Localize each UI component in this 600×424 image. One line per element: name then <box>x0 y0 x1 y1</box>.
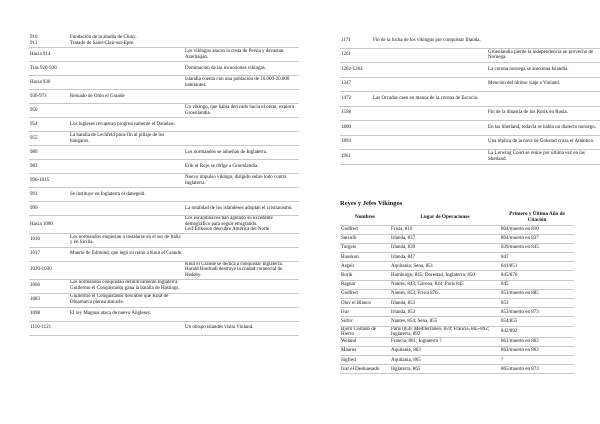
year-cell: 1347 <box>340 77 372 92</box>
king-dates-cell: 853/muerto en 885 <box>500 289 574 298</box>
event-cell-vikings: La corona noruega se anexiona Islandia. <box>487 63 600 78</box>
king-place-cell: Nantes, 854; Sena, 855 <box>390 317 500 326</box>
table-row <box>29 188 299 202</box>
king-name-cell: Ivar <box>340 308 390 317</box>
table-row <box>29 202 299 216</box>
king-name-cell: Ragnar <box>340 280 390 289</box>
table-row <box>340 346 574 355</box>
event-cell-europe: Las Orcadas caen en manos de la corona de Escocia. <box>372 92 487 107</box>
event-cell-europe <box>69 321 184 335</box>
event-cell-vikings: Los normandos se adueñan de Inglaterra. <box>184 146 299 160</box>
kings-section-title: Reyes y Jefes Vikingos <box>340 199 403 207</box>
table-row <box>340 77 600 92</box>
year-cell: 983 <box>29 160 69 174</box>
event-cell-vikings <box>184 247 299 261</box>
king-name-cell: Olav el Blanco <box>340 299 390 308</box>
king-dates-cell: 845/876 <box>500 271 574 280</box>
table-row <box>340 48 600 63</box>
king-dates-cell: 845 <box>500 280 574 289</box>
event-cell-europe <box>372 135 487 150</box>
year-cell: Hacia 930 <box>29 76 69 90</box>
table-row <box>340 225 574 234</box>
table-row <box>340 234 574 243</box>
table-row <box>29 307 299 321</box>
year-cell: Hacia 914 <box>29 48 69 62</box>
king-dates-cell: 865/muerto en 873 <box>500 365 574 374</box>
king-place-cell: Francia, 861; Inglaterra ? <box>390 337 500 346</box>
year-cell: 1110-1121 <box>29 321 69 335</box>
king-name-cell: Asgeir <box>340 262 390 271</box>
table-row <box>29 62 299 76</box>
year-cell: 936-973 <box>29 90 69 104</box>
event-cell-europe <box>69 160 184 174</box>
event-cell-vikings <box>184 293 299 307</box>
event-cell-vikings: Una réplica de la nave de Gokstad cruza el Atlántico. <box>487 135 600 150</box>
king-dates-cell: 863/muerto en 863 <box>500 346 574 355</box>
table-row <box>29 34 299 48</box>
year-cell: 1961 <box>340 150 372 165</box>
table-row <box>340 308 574 317</box>
event-cell-vikings: Fin de la dinastía de los Rurik en Rusia. <box>487 106 600 121</box>
table-row <box>29 146 299 160</box>
table-row <box>29 76 299 90</box>
table-row <box>340 271 574 280</box>
table-row <box>29 233 299 247</box>
event-cell-vikings <box>184 233 299 247</box>
event-cell-europe: Se instituye en Inglaterra el danegeld. <box>69 188 184 202</box>
kings-table <box>340 211 574 375</box>
table-row <box>340 280 574 289</box>
event-cell-europe: Fundación de la abadía de Cluny. Tratado de Saint-Clair-sur-Epte. <box>69 34 184 48</box>
event-cell-europe: Fin de la lucha de los vikingos por conquistar Irlanda. <box>372 34 487 48</box>
event-cell-vikings <box>184 90 299 104</box>
king-name-cell: Rorik <box>340 271 390 280</box>
table-row <box>340 150 600 165</box>
king-dates-cell: 842/892 <box>500 326 574 337</box>
event-cell-europe <box>69 146 184 160</box>
event-cell-vikings <box>184 118 299 132</box>
event-cell-vikings: Erik el Rojo se dirige a Groenlandia. <box>184 160 299 174</box>
event-cell-europe <box>372 106 487 121</box>
king-place-cell: Irlanda, 839 <box>390 243 500 252</box>
table-row <box>29 48 299 62</box>
king-dates-cell: 847 <box>500 253 574 262</box>
event-cell-vikings: La totalidad de los islandeses adoptan el cristianismo. <box>184 202 299 216</box>
table-row <box>340 121 600 136</box>
table-row <box>340 34 600 48</box>
table-row <box>340 355 574 364</box>
king-name-cell: Godfred <box>340 289 390 298</box>
table-row <box>29 174 299 188</box>
event-cell-vikings: Un obispo islandés visita Vinland. <box>184 321 299 335</box>
king-dates-cell: ? <box>500 355 574 364</box>
event-cell-europe: Guillermo el Conquistador descubre que Knut de Dinamarca piensa atacarle. <box>69 293 184 307</box>
year-cell: 1261 <box>340 48 372 63</box>
kings-header-dates: Primero y Último Año de Citación <box>500 211 574 226</box>
king-dates-cell: 861/muerto en 863 <box>500 337 574 346</box>
king-place-cell: Nantes, 843; Garona, 844; París 845 <box>390 280 500 289</box>
event-cell-europe <box>372 48 487 63</box>
table-row <box>29 118 299 132</box>
king-dates-cell: 804/muerto en 837 <box>500 234 574 243</box>
year-cell: 950 <box>29 104 69 118</box>
table-row <box>29 279 299 293</box>
table-row <box>29 261 299 279</box>
king-dates-cell: 804/muerto en 810 <box>500 225 574 234</box>
year-cell: 991 <box>29 188 69 202</box>
year-cell: 990-1015 <box>29 174 69 188</box>
year-cell: 1017 <box>29 247 69 261</box>
kings-header-name: Nombres <box>340 211 390 226</box>
table-row <box>340 253 574 262</box>
event-cell-vikings: Knut el Grande se dedica a conquistar Inglaterra. Harald Hardradi destruye la ciudad comercial de Hedeby. <box>184 261 299 279</box>
year-cell: 1598 <box>340 106 372 121</box>
table-row <box>29 160 299 174</box>
king-name-cell: Ivar el Deshuesado <box>340 365 390 374</box>
event-cell-europe: Los normandos empiezan a instalarse en el sur de Italia y en Sicilia. <box>69 233 184 247</box>
table-row <box>340 63 600 78</box>
event-cell-vikings: Islandia cuenta con una población de 16.000-20.000 habitantes. <box>184 76 299 90</box>
king-dates-cell: 854/855 <box>500 317 574 326</box>
event-cell-europe: El rey Magnus ataca de nuevo Anglesey. <box>69 307 184 321</box>
king-name-cell: Hauskon <box>340 253 390 262</box>
table-row <box>29 293 299 307</box>
king-place-cell: Frisia, 810 <box>390 225 500 234</box>
event-cell-europe <box>69 76 184 90</box>
table-row <box>340 106 600 121</box>
king-name-cell: Björn Costado de Hierro <box>340 326 390 337</box>
event-cell-vikings: La Lerwing Court se reúne por última vez en las Shetland. <box>487 150 600 165</box>
table-row <box>340 326 574 337</box>
king-place-cell: Inglaterra, 865 <box>390 365 500 374</box>
event-cell-europe <box>372 77 487 92</box>
event-cell-vikings <box>184 188 299 202</box>
event-cell-europe: La batalla de Lechfeld pone fin al pillaje de los húngaros. <box>69 132 184 146</box>
table-row <box>29 216 299 234</box>
king-name-cell: Turgeis <box>340 243 390 252</box>
event-cell-europe: Los normandos conquistan definitivamente Inglaterra. Guillermo el Conquistador gana la batalla de Hastings. <box>69 279 184 293</box>
king-name-cell: Sigfred <box>340 355 390 364</box>
year-cell: 1262-1264 <box>340 63 372 78</box>
table-row <box>29 132 299 146</box>
timeline-table-right <box>340 34 600 165</box>
table-row <box>340 289 574 298</box>
year-cell: 1098 <box>29 307 69 321</box>
event-cell-vikings: Los escandinavos han agotado su excedente demográfico para seguir emigrando. Leif Eriksson descubre América del Norte. <box>184 216 299 234</box>
table-row <box>340 92 600 107</box>
year-cell: Hacia 1000 <box>29 216 69 234</box>
table-row <box>29 247 299 261</box>
event-cell-europe: Muerte de Edmund, que legó su reino a Knut el Grande. <box>69 247 184 261</box>
event-cell-europe <box>69 216 184 234</box>
king-place-cell: Aquitania; Sena, 851 <box>390 262 500 271</box>
event-cell-vikings: Nuevo impulso vikingo, dirigido sobre todo contra Inglaterra. <box>184 174 299 188</box>
event-cell-vikings <box>184 132 299 146</box>
event-cell-vikings: Un vikingo, que había derivado hacia el oeste, explora Groenlandia. <box>184 104 299 118</box>
year-cell: 1171 <box>340 34 372 48</box>
king-name-cell: Godfred <box>340 225 390 234</box>
event-cell-vikings <box>487 34 600 48</box>
table-row <box>340 262 574 271</box>
king-place-cell: Hamburgo, 845; Dorestad, Inglaterra, 850 <box>390 271 500 280</box>
king-dates-cell: 841/851 <box>500 262 574 271</box>
event-cell-vikings: Groenlandia pierde la independencia en provecho de Noruega. <box>487 48 600 63</box>
king-dates-cell: 853/muerto en 873 <box>500 308 574 317</box>
table-row <box>29 321 299 335</box>
king-place-cell: Irlanda, 853 <box>390 299 500 308</box>
king-dates-cell: 839/muerto en 845 <box>500 243 574 252</box>
year-cell: 1800 <box>340 121 372 136</box>
event-cell-europe <box>69 174 184 188</box>
event-cell-europe: Los ingleses recuperan progresivamente el Danelaw. <box>69 118 184 132</box>
king-place-cell: Nantes, 853; Frisia 876 <box>390 289 500 298</box>
event-cell-vikings: Los vikingos atacan la costa de Persia y devastan Azerbaiján. <box>184 48 299 62</box>
king-name-cell: Maurus <box>340 346 390 355</box>
timeline-right-column <box>340 34 597 374</box>
event-cell-vikings: En las Shetland, todavía se habla un dialecto noruego. <box>487 121 600 136</box>
table-row <box>29 90 299 104</box>
event-cell-europe <box>69 202 184 216</box>
year-cell: 1472 <box>340 92 372 107</box>
king-place-cell: París (856; Mediterráneo, 859; Francia, 865-892; Inglaterra, 892 <box>390 326 500 337</box>
table-row <box>29 104 299 118</box>
table-row <box>340 337 574 346</box>
year-cell: 955 <box>29 132 69 146</box>
king-place-cell: Irlanda, 847 <box>390 253 500 262</box>
table-row <box>340 365 574 374</box>
table-row <box>340 243 574 252</box>
king-dates-cell: 853 <box>500 299 574 308</box>
event-cell-europe <box>69 48 184 62</box>
event-cell-europe <box>372 121 487 136</box>
event-cell-europe <box>372 150 487 165</box>
event-cell-vikings: Dominación de las incursiones vikingas. <box>184 62 299 76</box>
event-cell-europe <box>69 261 184 279</box>
event-cell-europe <box>69 104 184 118</box>
year-cell: 980 <box>29 146 69 160</box>
event-cell-vikings <box>184 34 299 48</box>
king-place-cell: Irlanda, 837 <box>390 234 500 243</box>
king-name-cell: Sœxulb <box>340 234 390 243</box>
event-cell-europe <box>69 62 184 76</box>
year-cell: 954 <box>29 118 69 132</box>
year-cell: 1016 <box>29 233 69 247</box>
event-cell-vikings <box>184 279 299 293</box>
event-cell-europe <box>372 63 487 78</box>
year-cell: 910 911 <box>29 34 69 48</box>
event-cell-europe: Reinado de Otón el Grande <box>69 90 184 104</box>
king-place-cell: Aquitania, 863 <box>390 346 500 355</box>
year-cell: 1066 <box>29 279 69 293</box>
king-place-cell: Aquitania, 865 <box>390 355 500 364</box>
kings-header-place: Lugar de Operaciones <box>390 211 500 226</box>
king-place-cell: Irlanda, 853 <box>390 308 500 317</box>
king-name-cell: Weland <box>340 337 390 346</box>
table-row <box>340 299 574 308</box>
table-row <box>340 317 574 326</box>
year-cell: 999 <box>29 202 69 216</box>
king-name-cell: Sidric <box>340 317 390 326</box>
year-cell: 1893 <box>340 135 372 150</box>
event-cell-vikings: Mención del último viaje a Vinland. <box>487 77 600 92</box>
timeline-table-left <box>29 34 299 336</box>
event-cell-vikings <box>184 307 299 321</box>
timeline-left-column <box>29 34 294 336</box>
year-cell: Tras 920-930 <box>29 62 69 76</box>
event-cell-vikings <box>487 92 600 107</box>
year-cell: 1020-1030 <box>29 261 69 279</box>
year-cell: 1083 <box>29 293 69 307</box>
table-row <box>340 135 600 150</box>
